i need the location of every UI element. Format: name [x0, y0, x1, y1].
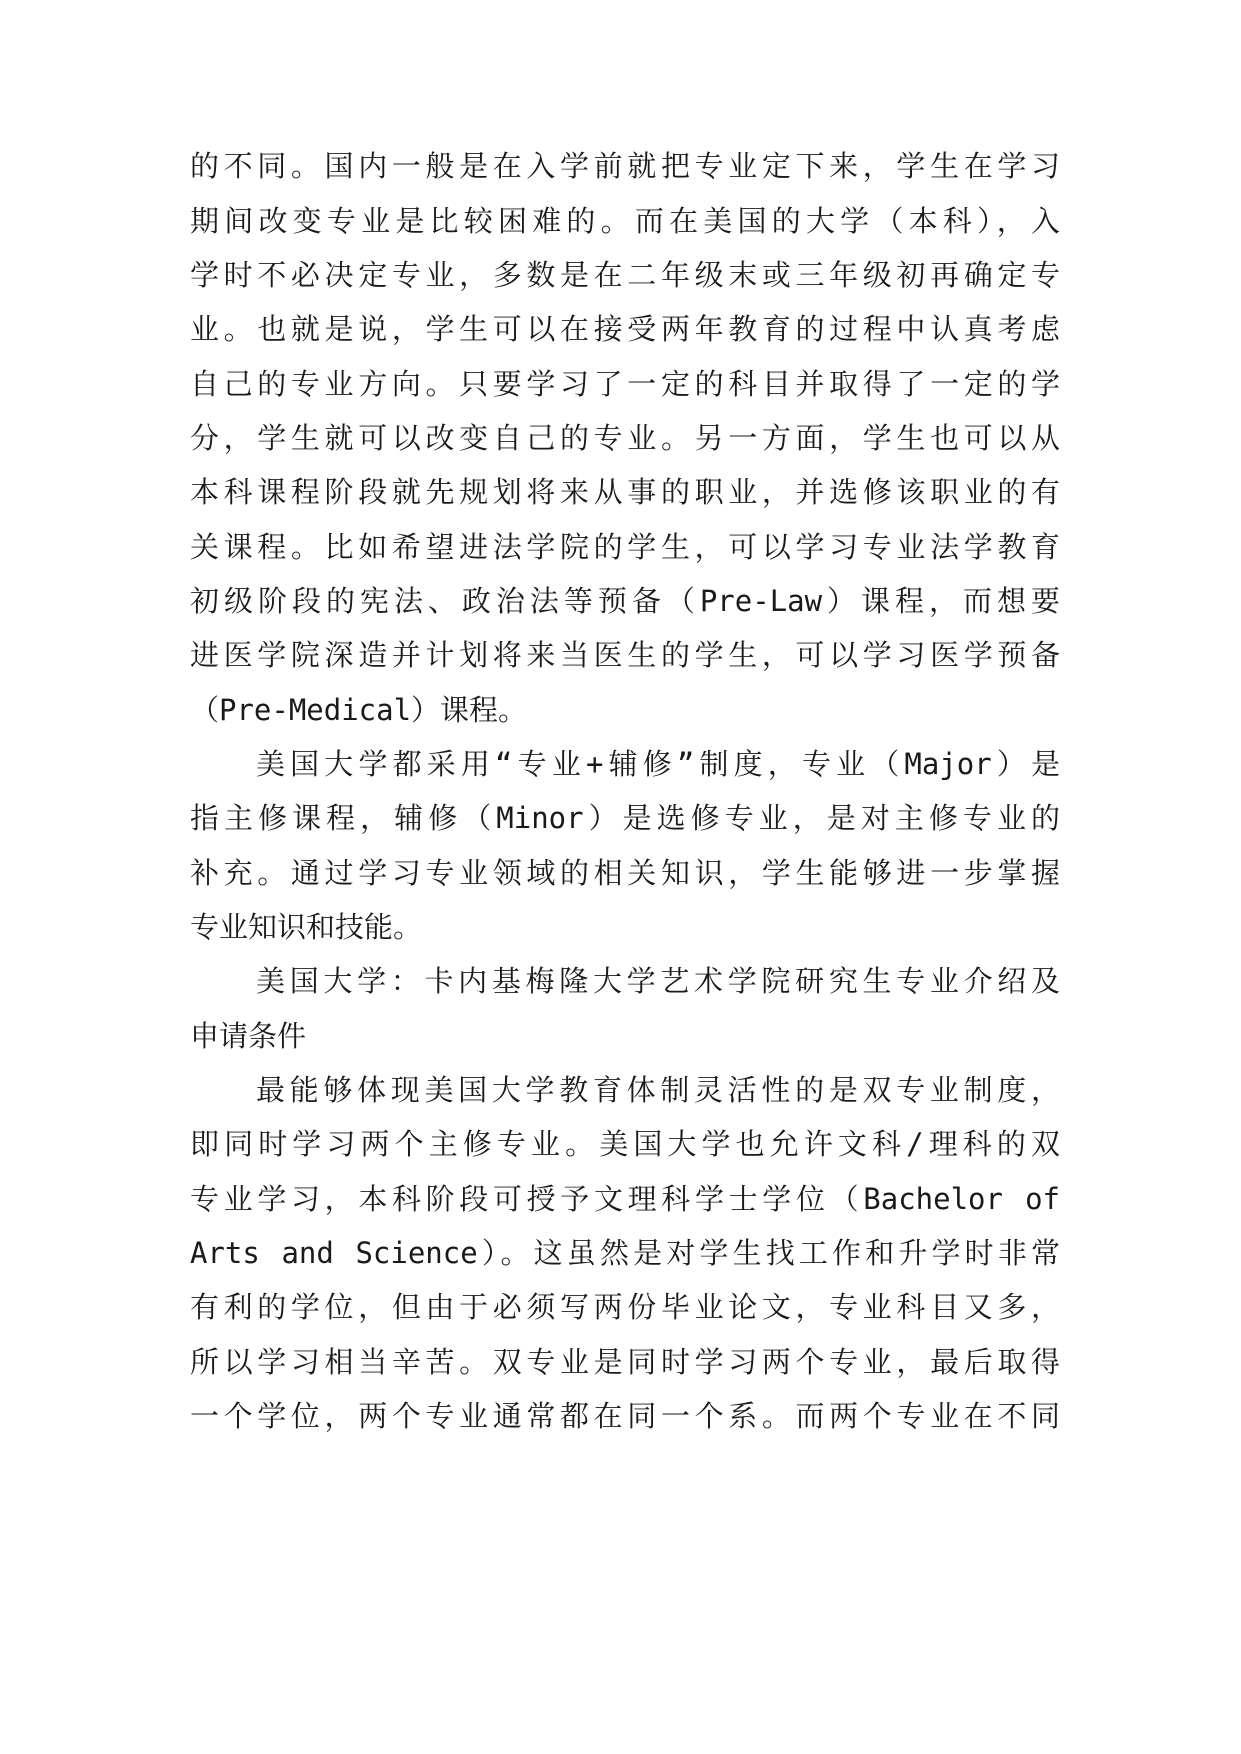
- paragraph-3-line-2: 申请条件: [190, 1019, 307, 1053]
- paragraph-1-line-7: 本科课程阶段就先规划将来从事的职业，并选修该职业的有: [190, 475, 1060, 509]
- paragraph-1-line-3: 学时不必决定专业，多数是在二年级末或三年级初再确定专: [190, 258, 1060, 292]
- paragraph-4-line-2: 即同时学习两个主修专业。美国大学也允许文科/理科的双: [190, 1127, 1060, 1161]
- paragraph-2-line-1: 美国大学都采用“专业+辅修”制度，专业（Major）是: [256, 747, 1060, 781]
- paragraph-4-line-4: Arts and Science）。这虽然是对学生找工作和升学时非常: [190, 1236, 1060, 1270]
- paragraph-4-line-3: 专业学习，本科阶段可授予文理科学士学位（Bachelor of: [190, 1182, 1060, 1216]
- paragraph-1-line-5: 自己的专业方向。只要学习了一定的科目并取得了一定的学: [190, 367, 1060, 401]
- paragraph-1-line-6: 分，学生就可以改变自己的专业。另一方面，学生也可以从: [190, 421, 1060, 455]
- paragraph-4-line-7: 一个学位，两个专业通常都在同一个系。而两个专业在不同: [190, 1399, 1060, 1433]
- paragraph-1-line-9: 初级阶段的宪法、政治法等预备（Pre-Law）课程，而想要: [190, 584, 1060, 618]
- paragraph-3-line-1: 美国大学：卡内基梅隆大学艺术学院研究生专业介绍及: [256, 964, 1060, 998]
- paragraph-2-line-3: 补充。通过学习专业领域的相关知识，学生能够进一步掌握: [190, 856, 1060, 890]
- paragraph-4-line-6: 所以学习相当辛苦。双专业是同时学习两个专业，最后取得: [190, 1345, 1060, 1379]
- paragraph-1-line-2: 期间改变专业是比较困难的。而在美国的大学（本科），入: [190, 204, 1060, 238]
- paragraph-2-line-2: 指主修课程，辅修（Minor）是选修专业，是对主修专业的: [190, 801, 1060, 835]
- paragraph-1-line-4: 业。也就是说，学生可以在接受两年教育的过程中认真考虑: [190, 312, 1060, 346]
- paragraph-1-line-8: 关课程。比如希望进法学院的学生，可以学习专业法学教育: [190, 530, 1060, 564]
- paragraph-4-line-5: 有利的学位，但由于必须写两份毕业论文，专业科目又多，: [190, 1290, 1060, 1324]
- paragraph-1-line-10: 进医学院深造并计划将来当医生的学生，可以学习医学预备: [190, 638, 1060, 672]
- paragraph-2-line-4: 专业知识和技能。: [190, 910, 423, 944]
- paragraph-4-line-1: 最能够体现美国大学教育体制灵活性的是双专业制度，: [256, 1073, 1060, 1107]
- paragraph-1-line-1: 的不同。国内一般是在入学前就把专业定下来，学生在学习: [190, 149, 1060, 183]
- paragraph-1-line-11: （Pre-Medical）课程。: [190, 693, 528, 727]
